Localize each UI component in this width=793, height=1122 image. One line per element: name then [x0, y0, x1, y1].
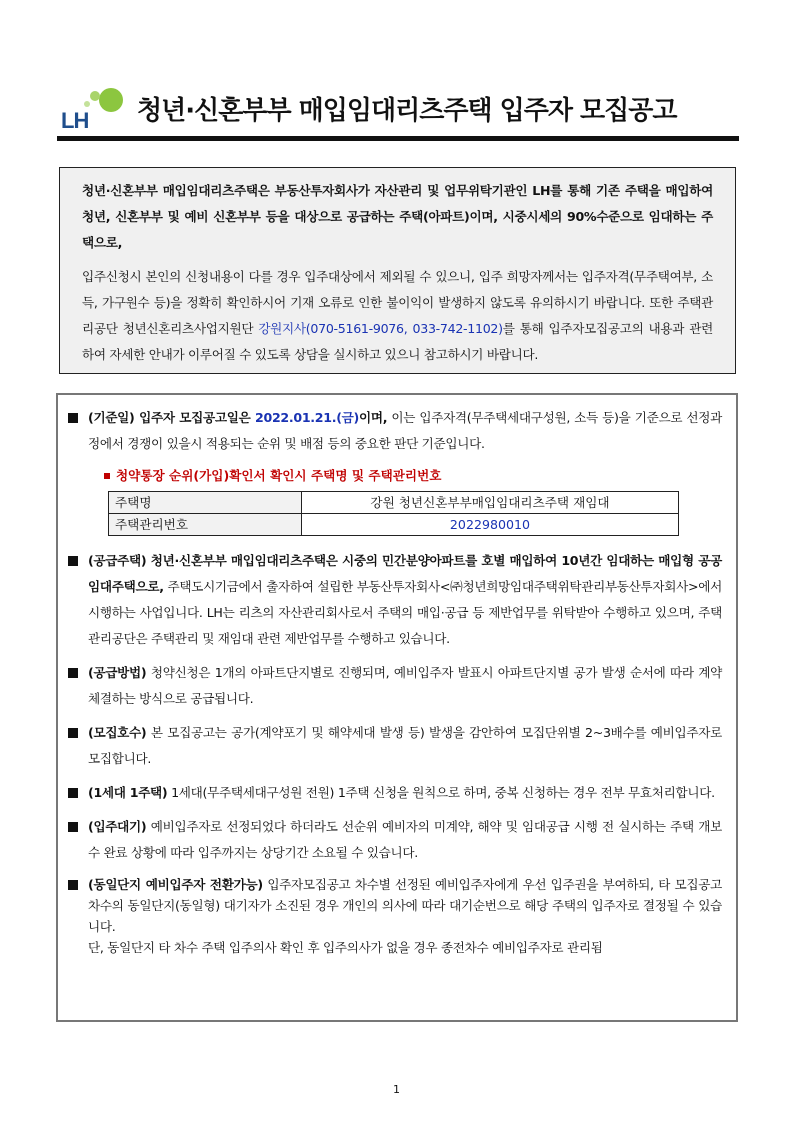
- bullet-square-icon: [68, 822, 78, 832]
- item-one-house: [68, 780, 722, 806]
- intro-paragraph-2-end: 를 통해 입주자모집공고의 내용과 관련하여 자세한 안내가 이루어질 수 있도록 상담을 실시하고 있으니 참고하시기 바랍니다.: [82, 321, 713, 362]
- header: [57, 84, 739, 144]
- supply-method-text: 청약신청은 1개의 아파트단지별로 진행되며, 예비입주자 발표시 아파트단지별 공가 발생 순서에 따라 계약 체결하는 방식으로 공급됩니다.: [88, 665, 722, 706]
- item-recruit-count: [68, 720, 722, 772]
- bullet-square-icon: [68, 556, 78, 566]
- supply-housing-bold: (공급주택) 청년·신혼부부 매입임대리츠주택은 시중의 민간분양아파트를 호별 매입하여 10년간 임대하는 매입형 공공임대주택으로,: [88, 553, 722, 594]
- bullet-square-icon: [68, 413, 78, 423]
- bullet-square-icon: [68, 668, 78, 678]
- bullet-square-icon: [68, 788, 78, 798]
- item-waiting: [68, 814, 722, 866]
- page-title: 청년·신혼부부 매입임대리츠주택 입주자 모집공고: [137, 96, 677, 126]
- standard-text: 이는 입주자격(무주택세대구성원, 소득 등)을 기준으로 선정과정에서 경쟁이 있을시 적용되는 순위 및 배점 등의 중요한 판단 기준입니다.: [88, 410, 722, 451]
- table-value: 2022980010: [302, 514, 679, 536]
- one-house-bold: (1세대 1주택): [88, 785, 168, 800]
- item-supply-housing: [68, 548, 722, 652]
- waiting-bold: (입주대기): [88, 819, 147, 834]
- standard-label: (기준일) 입주자 모집공고일은: [88, 410, 256, 425]
- table-row: [109, 514, 679, 536]
- supply-housing-text: 주택도시기금에서 출자하여 설립한 부동산투자회사<㈜청년희망임대주택위탁관리부동산투자회사>에서 시행하는 사업입니다. LH는 리츠의 자산관리회사로서 주택의 매입·공급 등 제반업무를 위탁받아 수행하고 있으며, 주택관리공단은 주택관리 및 재임대 관련 제반업무를 수행하고 있습니다.: [88, 579, 722, 646]
- table-value: 강원 청년신혼부부매입임대리츠주택 재임대: [302, 492, 679, 514]
- table-row: [109, 492, 679, 514]
- recruit-count-bold: (모집호수): [88, 725, 147, 740]
- same-complex-text: 입주자모집공고 차수별 선정된 예비입주자에게 우선 입주권을 부여하되, 타 모집공고 차수의 동일단지(동일형) 대기자가 소진된 경우 개인의 의사에 따라 대기순번으로 해당 주택의 입주자로 결정될 수 있습니다.: [88, 877, 723, 934]
- item-same-complex: [68, 874, 722, 958]
- bullet-square-icon: [68, 728, 78, 738]
- contact-info: 강원지사(070-5161-9076, 033-742-1102): [258, 321, 503, 336]
- waiting-text: 예비입주자로 선정되었다 하더라도 선순위 예비자의 미계약, 해약 및 임대공급 시행 전 실시하는 주택 개보수 완료 상황에 따라 입주까지는 상당기간 소요될 수 있습니다.: [88, 819, 722, 860]
- item-standard-date: [68, 405, 722, 457]
- same-complex-bold: (동일단지 예비입주자 전환가능): [88, 877, 263, 892]
- subscription-note-text: 청약통장 순위(가입)확인서 확인시 주택명 및 주택관리번호: [116, 468, 442, 483]
- title-underline: [57, 136, 739, 141]
- lh-logo: [59, 86, 129, 132]
- item-supply-method: [68, 660, 722, 712]
- same-complex-text-2: 단, 동일단지 타 차수 주택 입주의사 확인 후 입주의사가 없을 경우 종전차수 예비입주자로 관리됨: [88, 940, 603, 955]
- standard-label-end: 이며,: [358, 410, 388, 425]
- housing-info-table: [108, 491, 679, 536]
- standard-date: 2022.01.21.(금): [255, 410, 359, 425]
- intro-paragraph-2-start: 입주신청시 본인의 신청내용이 다를 경우 입주대상에서 제외될 수 있으니, 입주 희망자께서는 입주자격(무주택여부, 소득, 가구원수 등)을 정확히 확인하시어 기재 오류로 인한 불이익이 발생하지 않도록 유의하시기 바랍니다. 또한 주택관리공단 청년신혼리츠사업지원단: [82, 269, 713, 336]
- logo-text: LH: [61, 108, 89, 133]
- table-key: 주택명: [109, 492, 302, 514]
- page-number: 1: [393, 1083, 400, 1096]
- recruit-count-text: 본 모집공고는 공가(계약포기 및 해약세대 발생 등) 발생을 감안하여 모집단위별 2~3배수를 예비입주자로 모집합니다.: [88, 725, 722, 766]
- red-bullet-icon: [104, 473, 110, 479]
- intro-paragraph-1: 청년·신혼부부 매입임대리츠주택은 부동산투자회사가 자산관리 및 업무위탁기관인 LH를 통해 기존 주택을 매입하여 청년, 신혼부부 및 예비 신혼부부 등을 대상으로 공급하는 주택(아파트)이며, 시중시세의 90%수준으로 임대하는 주택으로,: [82, 183, 713, 250]
- subscription-note: [104, 465, 722, 487]
- intro-paragraph-2: [82, 264, 713, 368]
- supply-method-bold: (공급방법): [88, 665, 147, 680]
- one-house-text: 1세대(무주택세대구성원 전원) 1주택 신청을 원칙으로 하며, 중복 신청하는 경우 전부 무효처리합니다.: [167, 785, 715, 800]
- table-key: 주택관리번호: [109, 514, 302, 536]
- intro-box: [59, 167, 736, 374]
- bullet-square-icon: [68, 880, 78, 890]
- main-content-box: [56, 393, 738, 1022]
